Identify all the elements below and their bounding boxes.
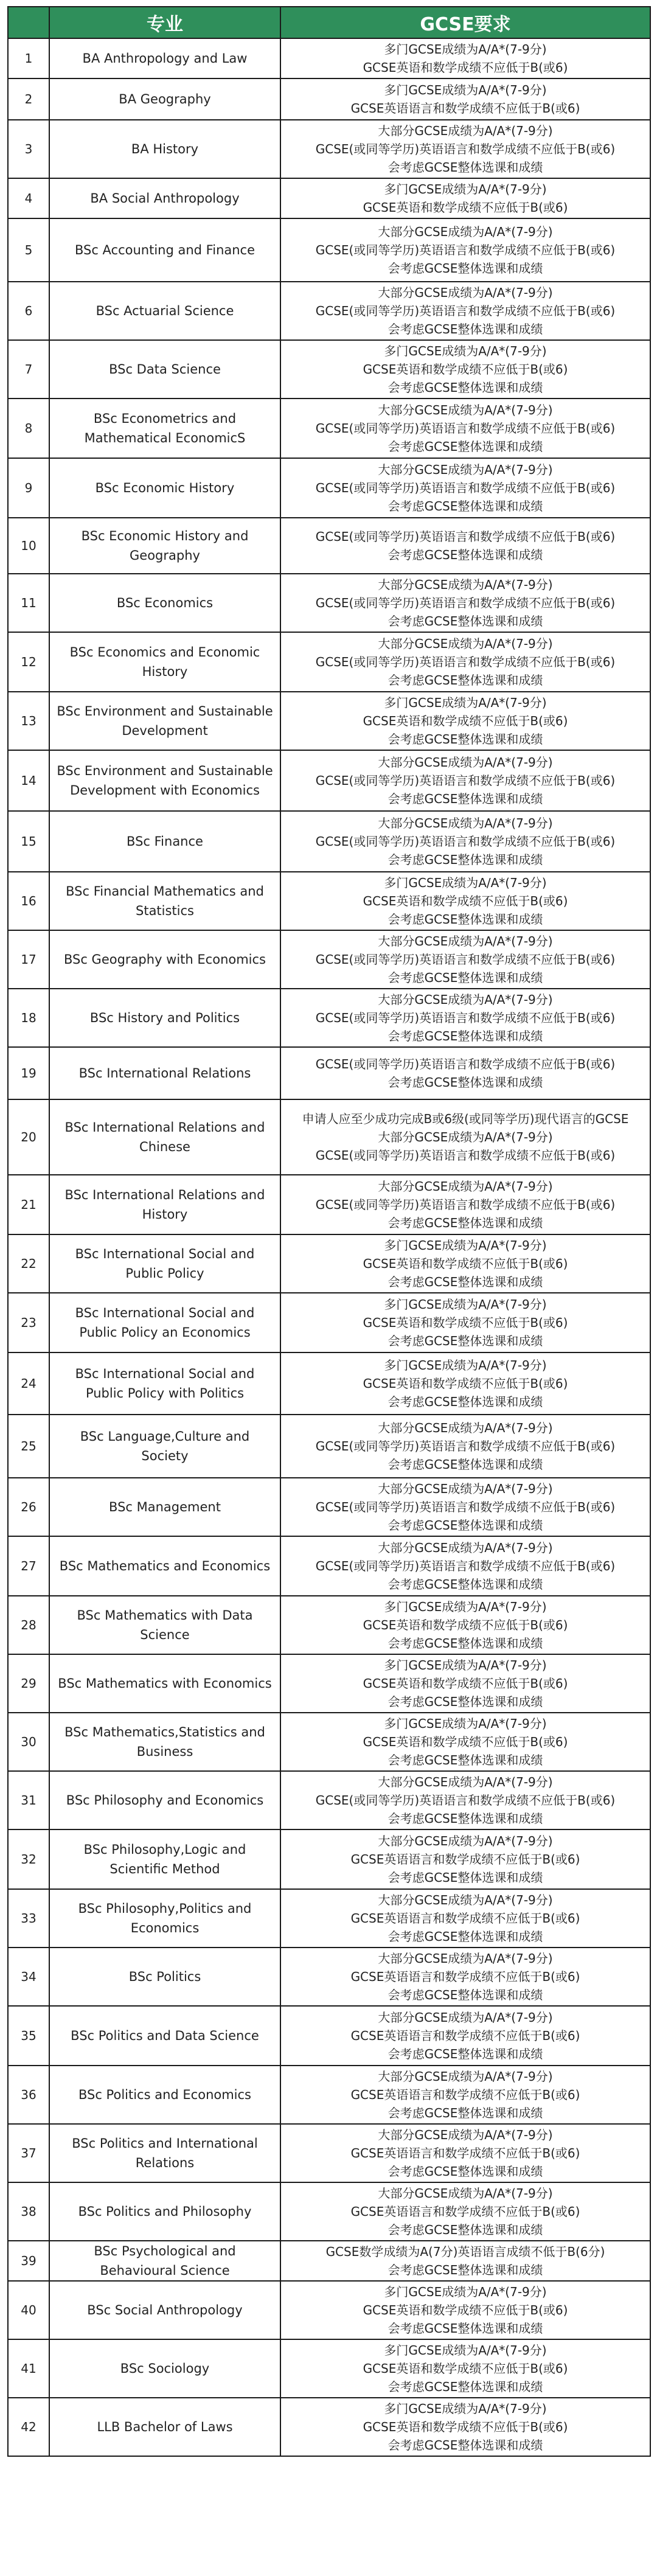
gcse-requirement <box>280 1654 650 1713</box>
table-row <box>8 574 650 632</box>
table-row <box>8 458 650 518</box>
requirement-line: GCSE英语和数学成绩不应低于B(或6) <box>363 1315 568 1330</box>
requirement-line: 大部分GCSE成绩为A/A*(7-9分) <box>378 755 553 770</box>
row-number: 37 <box>8 2124 49 2182</box>
table-body <box>8 38 650 2456</box>
gcse-requirement <box>280 1293 650 1352</box>
requirement-line: 大部分GCSE成绩为A/A*(7-9分) <box>378 462 553 477</box>
row-number: 22 <box>8 1234 49 1293</box>
major-name: BSc International Social and Public Policy with Politics <box>49 1352 280 1415</box>
major-name: BSc International Relations and Chinese <box>49 1099 280 1175</box>
table-row <box>8 1099 650 1175</box>
row-number: 12 <box>8 632 49 692</box>
requirement-line: 会考虑GCSE整体选课和成绩 <box>388 2263 543 2277</box>
gcse-requirement <box>280 1771 650 1829</box>
major-name: BSc Sociology <box>49 2339 280 2398</box>
major-name: BSc Philosophy and Economics <box>49 1771 280 1829</box>
table-row <box>8 78 650 120</box>
requirement-line: 会考虑GCSE整体选课和成绩 <box>388 2379 543 2394</box>
requirement-line: GCSE英语和数学成绩不应低于B(或6) <box>363 1618 568 1632</box>
major-name: BSc Management <box>49 1478 280 1536</box>
requirement-line: 大部分GCSE成绩为A/A*(7-9分) <box>378 1775 553 1789</box>
requirement-line: GCSE(或同等学历)英语语言和数学成绩不应低于B(或6) <box>315 481 616 495</box>
major-name: BSc Politics and Data Science <box>49 2006 280 2066</box>
requirement-line: 大部分GCSE成绩为A/A*(7-9分) <box>378 124 553 138</box>
gcse-requirement <box>280 2066 650 2124</box>
gcse-requirement <box>280 458 650 518</box>
requirement-line: 大部分GCSE成绩为A/A*(7-9分) <box>378 934 553 949</box>
gcse-requirement <box>280 574 650 632</box>
gcse-requirement <box>280 1175 650 1234</box>
major-name: BSc Environment and Sustainable Development with Economics <box>49 750 280 811</box>
requirement-line: 多门GCSE成绩为A/A*(7-9分) <box>384 1358 547 1373</box>
table-row <box>8 692 650 750</box>
requirement-line: GCSE(或同等学历)英语语言和数学成绩不应低于B(或6) <box>315 655 616 669</box>
major-name: BSc History and Politics <box>49 989 280 1047</box>
requirement-line: GCSE(或同等学历)英语语言和数学成绩不应低于B(或6) <box>315 834 616 849</box>
requirement-line: 会考虑GCSE整体选课和成绩 <box>388 1694 543 1709</box>
requirement-line: GCSE(或同等学历)英语语言和数学成绩不应低于B(或6) <box>315 952 616 967</box>
table-row <box>8 1047 650 1099</box>
requirement-line: GCSE(或同等学历)英语语言和数学成绩不应低于B(或6) <box>315 1011 616 1025</box>
requirement-line: 会考虑GCSE整体选课和成绩 <box>388 1577 543 1592</box>
table-row <box>8 2241 650 2281</box>
requirement-line: 大部分GCSE成绩为A/A*(7-9分) <box>378 636 553 651</box>
row-number: 30 <box>8 1713 49 1771</box>
gcse-requirement <box>280 1948 650 2006</box>
table-row <box>8 2066 650 2124</box>
requirement-line: 大部分GCSE成绩为A/A*(7-9分) <box>378 992 553 1007</box>
requirement-line: 会考虑GCSE整体选课和成绩 <box>388 1988 543 2002</box>
table-row <box>8 1478 650 1536</box>
requirement-line: GCSE英语语言和数学成绩不应低于B(或6) <box>350 101 580 116</box>
row-number: 32 <box>8 1829 49 1889</box>
header-number <box>8 7 49 38</box>
major-name: BSc International Social and Public Policy <box>49 1234 280 1293</box>
table-row <box>8 2398 650 2456</box>
requirement-line: 大部分GCSE成绩为A/A*(7-9分) <box>378 2010 553 2025</box>
requirement-line: GCSE英语和数学成绩不应低于B(或6) <box>363 1676 568 1691</box>
table-row <box>8 1596 650 1654</box>
requirement-line: GCSE(或同等学历)英语语言和数学成绩不应低于B(或6) <box>315 421 616 436</box>
gcse-requirement <box>280 1596 650 1654</box>
gcse-requirement <box>280 1047 650 1099</box>
requirements-table-container <box>7 6 650 2457</box>
row-number: 19 <box>8 1047 49 1099</box>
major-name: BSc Politics and Economics <box>49 2066 280 2124</box>
gcse-requirement <box>280 811 650 872</box>
requirement-line: 多门GCSE成绩为A/A*(7-9分) <box>384 42 547 57</box>
gcse-requirement <box>280 178 650 218</box>
row-number: 29 <box>8 1654 49 1713</box>
table-row <box>8 989 650 1047</box>
requirement-line: 多门GCSE成绩为A/A*(7-9分) <box>384 1238 547 1253</box>
major-name: BSc Politics <box>49 1948 280 2006</box>
major-name: BSc Mathematics with Data Science <box>49 1596 280 1654</box>
requirement-line: 多门GCSE成绩为A/A*(7-9分) <box>384 2343 547 2358</box>
requirement-line: GCSE(或同等学历)英语语言和数学成绩不应低于B(或6) <box>315 1559 616 1573</box>
requirement-line: GCSE英语语言和数学成绩不应低于B(或6) <box>350 1911 580 1926</box>
table-row <box>8 811 650 872</box>
requirement-line: GCSE(或同等学历)英语语言和数学成绩不应低于B(或6) <box>315 142 616 156</box>
row-number: 33 <box>8 1889 49 1948</box>
row-number: 8 <box>8 399 49 458</box>
requirement-line: GCSE英语和数学成绩不应低于B(或6) <box>363 894 568 908</box>
major-name: BSc Social Anthropology <box>49 2281 280 2339</box>
table-row <box>8 1175 650 1234</box>
gcse-requirement <box>280 218 650 282</box>
row-number: 16 <box>8 872 49 930</box>
table-row <box>8 2281 650 2339</box>
major-name: BSc Philosophy,Politics and Economics <box>49 1889 280 1948</box>
gcse-requirement <box>280 872 650 930</box>
major-name: BSc Mathematics and Economics <box>49 1536 280 1596</box>
requirement-line: 多门GCSE成绩为A/A*(7-9分) <box>384 344 547 358</box>
row-number: 38 <box>8 2182 49 2241</box>
requirement-line: 大部分GCSE成绩为A/A*(7-9分) <box>378 1893 553 1907</box>
requirement-line: 大部分GCSE成绩为A/A*(7-9分) <box>378 403 553 417</box>
requirement-line: 会考虑GCSE整体选课和成绩 <box>388 548 543 562</box>
row-number: 14 <box>8 750 49 811</box>
requirement-line: 大部分GCSE成绩为A/A*(7-9分) <box>378 1130 553 1144</box>
table-row <box>8 1829 650 1889</box>
table-row <box>8 218 650 282</box>
requirement-line: GCSE(或同等学历)英语语言和数学成绩不应低于B(或6) <box>315 1793 616 1808</box>
requirement-line: 大部分GCSE成绩为A/A*(7-9分) <box>378 1481 553 1496</box>
major-name: BSc Accounting and Finance <box>49 218 280 282</box>
major-name: BSc Economics and Economic History <box>49 632 280 692</box>
requirement-line: 会考虑GCSE整体选课和成绩 <box>388 1216 543 1230</box>
requirement-line: GCSE英语语言和数学成绩不应低于B(或6) <box>350 1852 580 1867</box>
requirement-line: 会考虑GCSE整体选课和成绩 <box>388 912 543 927</box>
gcse-requirement <box>280 1352 650 1415</box>
row-number: 41 <box>8 2339 49 2398</box>
requirement-line: GCSE(或同等学历)英语语言和数学成绩不应低于B(或6) <box>315 1148 616 1163</box>
major-name: BA Anthropology and Law <box>49 38 280 78</box>
row-number: 17 <box>8 930 49 989</box>
row-number: 18 <box>8 989 49 1047</box>
gcse-requirement <box>280 1536 650 1596</box>
requirement-line: GCSE(或同等学历)英语语言和数学成绩不应低于B(或6) <box>315 1197 616 1212</box>
requirement-line: 会考虑GCSE整体选课和成绩 <box>388 1394 543 1409</box>
gcse-requirement <box>280 2182 650 2241</box>
major-name: BSc Politics and International Relations <box>49 2124 280 2182</box>
major-name: BSc Economic History and Geography <box>49 518 280 574</box>
row-number: 9 <box>8 458 49 518</box>
requirement-line: 会考虑GCSE整体选课和成绩 <box>388 499 543 513</box>
gcse-requirement <box>280 2281 650 2339</box>
row-number: 25 <box>8 1415 49 1478</box>
requirement-line: GCSE(或同等学历)英语语言和数学成绩不应低于B(或6) <box>315 304 616 318</box>
gcse-requirement <box>280 78 650 120</box>
major-name: BSc Data Science <box>49 340 280 399</box>
requirement-line: GCSE(或同等学历)英语语言和数学成绩不应低于B(或6) <box>315 596 616 610</box>
requirement-line: 会考虑GCSE整体选课和成绩 <box>388 1870 543 1885</box>
table-row <box>8 1536 650 1596</box>
header-major: 专业 <box>49 7 280 38</box>
row-number: 20 <box>8 1099 49 1175</box>
requirement-line: 会考虑GCSE整体选课和成绩 <box>388 2321 543 2336</box>
gcse-requirement <box>280 632 650 692</box>
table-row <box>8 2339 650 2398</box>
table-row <box>8 930 650 989</box>
row-number: 11 <box>8 574 49 632</box>
requirement-line: GCSE数学成绩为A(7分)英语语言成绩不低于B(6分) <box>325 2244 605 2259</box>
requirement-line: GCSE英语语言和数学成绩不应低于B(或6) <box>350 2087 580 2102</box>
requirement-line: 大部分GCSE成绩为A/A*(7-9分) <box>378 1179 553 1194</box>
requirement-line: 会考虑GCSE整体选课和成绩 <box>388 1334 543 1348</box>
row-number: 6 <box>8 282 49 340</box>
requirement-line: GCSE英语语言和数学成绩不应低于B(或6) <box>350 2028 580 2043</box>
row-number: 28 <box>8 1596 49 1654</box>
gcse-requirement <box>280 399 650 458</box>
table-row <box>8 1948 650 2006</box>
requirement-line: 多门GCSE成绩为A/A*(7-9分) <box>384 2401 547 2416</box>
major-name: BSc Philosophy,Logic and Scientific Method <box>49 1829 280 1889</box>
requirement-line: GCSE英语语言和数学成绩不应低于B(或6) <box>350 1969 580 1984</box>
table-row <box>8 750 650 811</box>
requirement-line: GCSE英语和数学成绩不应低于B(或6) <box>363 714 568 728</box>
table-row <box>8 1415 650 1478</box>
row-number: 23 <box>8 1293 49 1352</box>
requirement-line: 会考虑GCSE整体选课和成绩 <box>388 852 543 867</box>
requirement-line: 会考虑GCSE整体选课和成绩 <box>388 970 543 985</box>
major-name: BSc Language,Culture and Society <box>49 1415 280 1478</box>
gcse-requirement <box>280 1889 650 1948</box>
table-row <box>8 518 650 574</box>
requirement-line: GCSE英语和数学成绩不应低于B(或6) <box>363 362 568 377</box>
row-number: 26 <box>8 1478 49 1536</box>
requirement-line: GCSE英语和数学成绩不应低于B(或6) <box>363 60 568 75</box>
row-number: 35 <box>8 2006 49 2066</box>
requirement-line: 多门GCSE成绩为A/A*(7-9分) <box>384 1658 547 1673</box>
gcse-requirement <box>280 2398 650 2456</box>
major-name: BSc Psychological and Behavioural Science <box>49 2241 280 2281</box>
major-name: BSc Mathematics,Statistics and Business <box>49 1713 280 1771</box>
requirement-line: 大部分GCSE成绩为A/A*(7-9分) <box>378 1834 553 1848</box>
requirement-line: GCSE英语和数学成绩不应低于B(或6) <box>363 2420 568 2434</box>
row-number: 39 <box>8 2241 49 2281</box>
requirement-line: 会考虑GCSE整体选课和成绩 <box>388 1075 543 1090</box>
requirement-line: GCSE(或同等学历)英语语言和数学成绩不应低于B(或6) <box>315 1439 616 1453</box>
major-name: BSc Finance <box>49 811 280 872</box>
requirement-line: 会考虑GCSE整体选课和成绩 <box>388 1929 543 1944</box>
requirement-line: 申请人应至少成功完成B或6级(或同等学历)现代语言的GCSE <box>302 1112 629 1126</box>
major-name: BSc Mathematics with Economics <box>49 1654 280 1713</box>
table-row <box>8 2182 650 2241</box>
gcse-requirement <box>280 2006 650 2066</box>
requirement-line: 大部分GCSE成绩为A/A*(7-9分) <box>378 1540 553 1555</box>
requirement-line: 会考虑GCSE整体选课和成绩 <box>388 614 543 628</box>
major-name: BSc Econometrics and Mathematical EconomicS <box>49 399 280 458</box>
gcse-requirement <box>280 2241 650 2281</box>
requirement-line: 多门GCSE成绩为A/A*(7-9分) <box>384 2285 547 2299</box>
requirement-line: 会考虑GCSE整体选课和成绩 <box>388 2047 543 2061</box>
requirement-line: 会考虑GCSE整体选课和成绩 <box>388 160 543 175</box>
table-row <box>8 120 650 178</box>
gcse-requirement <box>280 989 650 1047</box>
requirement-line: 会考虑GCSE整体选课和成绩 <box>388 2223 543 2237</box>
row-number: 31 <box>8 1771 49 1829</box>
major-name: BA Social Anthropology <box>49 178 280 218</box>
gcse-requirement <box>280 1478 650 1536</box>
row-number: 21 <box>8 1175 49 1234</box>
requirement-line: 会考虑GCSE整体选课和成绩 <box>388 1275 543 1289</box>
requirement-line: GCSE(或同等学历)英语语言和数学成绩不应低于B(或6) <box>315 1057 616 1071</box>
requirement-line: 会考虑GCSE整体选课和成绩 <box>388 1753 543 1767</box>
major-name: BA Geography <box>49 78 280 120</box>
requirement-line: 大部分GCSE成绩为A/A*(7-9分) <box>378 2069 553 2084</box>
requirement-line: 多门GCSE成绩为A/A*(7-9分) <box>384 875 547 890</box>
table-row <box>8 38 650 78</box>
requirement-line: 会考虑GCSE整体选课和成绩 <box>388 792 543 806</box>
table-row <box>8 1889 650 1948</box>
row-number: 27 <box>8 1536 49 1596</box>
major-name: BSc International Relations <box>49 1047 280 1099</box>
row-number: 40 <box>8 2281 49 2339</box>
requirement-line: 会考虑GCSE整体选课和成绩 <box>388 1518 543 1533</box>
table-row <box>8 872 650 930</box>
gcse-requirement <box>280 1829 650 1889</box>
gcse-requirement <box>280 1415 650 1478</box>
requirement-line: GCSE英语和数学成绩不应低于B(或6) <box>363 2303 568 2317</box>
gcse-requirement <box>280 750 650 811</box>
row-number: 10 <box>8 518 49 574</box>
requirement-line: 大部分GCSE成绩为A/A*(7-9分) <box>378 2128 553 2142</box>
requirement-line: 会考虑GCSE整体选课和成绩 <box>388 1457 543 1472</box>
row-number: 36 <box>8 2066 49 2124</box>
requirement-line: 大部分GCSE成绩为A/A*(7-9分) <box>378 1421 553 1435</box>
major-name: BSc International Social and Public Policy an Economics <box>49 1293 280 1352</box>
table-row <box>8 178 650 218</box>
table-row <box>8 2006 650 2066</box>
requirement-line: 会考虑GCSE整体选课和成绩 <box>388 732 543 747</box>
requirement-line: GCSE(或同等学历)英语语言和数学成绩不应低于B(或6) <box>315 529 616 544</box>
requirement-line: GCSE英语语言和数学成绩不应低于B(或6) <box>350 2146 580 2160</box>
requirement-line: 会考虑GCSE整体选课和成绩 <box>388 439 543 454</box>
gcse-requirement <box>280 340 650 399</box>
header-gcse-requirement: GCSE要求 <box>280 7 650 38</box>
requirement-line: 会考虑GCSE整体选课和成绩 <box>388 673 543 688</box>
requirement-line: 大部分GCSE成绩为A/A*(7-9分) <box>378 816 553 830</box>
gcse-requirement <box>280 38 650 78</box>
requirement-line: 会考虑GCSE整体选课和成绩 <box>388 322 543 336</box>
requirement-line: 大部分GCSE成绩为A/A*(7-9分) <box>378 285 553 300</box>
row-number: 13 <box>8 692 49 750</box>
row-number: 24 <box>8 1352 49 1415</box>
requirement-line: 会考虑GCSE整体选课和成绩 <box>388 2438 543 2452</box>
table-row <box>8 340 650 399</box>
requirement-line: 多门GCSE成绩为A/A*(7-9分) <box>384 83 547 97</box>
requirement-line: 多门GCSE成绩为A/A*(7-9分) <box>384 1297 547 1312</box>
requirement-line: 大部分GCSE成绩为A/A*(7-9分) <box>378 225 553 239</box>
requirement-line: GCSE英语和数学成绩不应低于B(或6) <box>363 2361 568 2376</box>
major-name: BSc Actuarial Science <box>49 282 280 340</box>
row-number: 34 <box>8 1948 49 2006</box>
requirement-line: 会考虑GCSE整体选课和成绩 <box>388 1811 543 1826</box>
requirement-line: 多门GCSE成绩为A/A*(7-9分) <box>384 695 547 710</box>
gcse-requirement <box>280 930 650 989</box>
requirement-line: GCSE英语和数学成绩不应低于B(或6) <box>363 200 568 215</box>
requirement-line: GCSE英语和数学成绩不应低于B(或6) <box>363 1256 568 1271</box>
gcse-requirement <box>280 1099 650 1175</box>
row-number: 42 <box>8 2398 49 2456</box>
row-number: 2 <box>8 78 49 120</box>
gcse-requirement <box>280 692 650 750</box>
major-name: BSc International Relations and History <box>49 1175 280 1234</box>
row-number: 15 <box>8 811 49 872</box>
requirement-line: 会考虑GCSE整体选课和成绩 <box>388 1029 543 1043</box>
gcse-requirement <box>280 2339 650 2398</box>
requirement-line: 会考虑GCSE整体选课和成绩 <box>388 1636 543 1651</box>
gcse-requirement <box>280 2124 650 2182</box>
requirement-line: 会考虑GCSE整体选课和成绩 <box>388 380 543 395</box>
major-name: BSc Economic History <box>49 458 280 518</box>
table-row <box>8 632 650 692</box>
major-name: BA History <box>49 120 280 178</box>
gcse-requirement <box>280 518 650 574</box>
gcse-requirement <box>280 282 650 340</box>
table-row <box>8 1771 650 1829</box>
table-row <box>8 399 650 458</box>
requirement-line: 会考虑GCSE整体选课和成绩 <box>388 2106 543 2120</box>
major-name: LLB Bachelor of Laws <box>49 2398 280 2456</box>
gcse-requirement <box>280 120 650 178</box>
requirement-line: GCSE英语和数学成绩不应低于B(或6) <box>363 1735 568 1749</box>
row-number: 5 <box>8 218 49 282</box>
major-name: BSc Environment and Sustainable Development <box>49 692 280 750</box>
row-number: 1 <box>8 38 49 78</box>
requirement-line: 多门GCSE成绩为A/A*(7-9分) <box>384 1600 547 1614</box>
table-row <box>8 1293 650 1352</box>
gcse-requirement <box>280 1234 650 1293</box>
gcse-requirement <box>280 1713 650 1771</box>
table-row <box>8 1654 650 1713</box>
table-row <box>8 2124 650 2182</box>
table-header-row <box>8 7 650 38</box>
row-number: 7 <box>8 340 49 399</box>
table-row <box>8 1713 650 1771</box>
requirement-line: GCSE英语和数学成绩不应低于B(或6) <box>363 1376 568 1391</box>
table-row <box>8 1234 650 1293</box>
row-number: 4 <box>8 178 49 218</box>
major-name: BSc Financial Mathematics and Statistics <box>49 872 280 930</box>
major-name: BSc Economics <box>49 574 280 632</box>
gcse-requirements-table <box>7 6 651 2457</box>
table-row <box>8 1352 650 1415</box>
requirement-line: 大部分GCSE成绩为A/A*(7-9分) <box>378 577 553 592</box>
major-name: BSc Politics and Philosophy <box>49 2182 280 2241</box>
requirement-line: GCSE(或同等学历)英语语言和数学成绩不应低于B(或6) <box>315 773 616 788</box>
requirement-line: 会考虑GCSE整体选课和成绩 <box>388 261 543 276</box>
requirement-line: GCSE(或同等学历)英语语言和数学成绩不应低于B(或6) <box>315 1500 616 1514</box>
major-name: BSc Geography with Economics <box>49 930 280 989</box>
requirement-line: 会考虑GCSE整体选课和成绩 <box>388 2164 543 2179</box>
requirement-line: 大部分GCSE成绩为A/A*(7-9分) <box>378 2186 553 2201</box>
requirement-line: 多门GCSE成绩为A/A*(7-9分) <box>384 182 547 197</box>
requirement-line: 多门GCSE成绩为A/A*(7-9分) <box>384 1716 547 1731</box>
requirement-line: 大部分GCSE成绩为A/A*(7-9分) <box>378 1951 553 1966</box>
requirement-line: GCSE(或同等学历)英语语言和数学成绩不应低于B(或6) <box>315 243 616 257</box>
row-number: 3 <box>8 120 49 178</box>
table-row <box>8 282 650 340</box>
requirement-line: GCSE英语语言和数学成绩不应低于B(或6) <box>350 2204 580 2219</box>
